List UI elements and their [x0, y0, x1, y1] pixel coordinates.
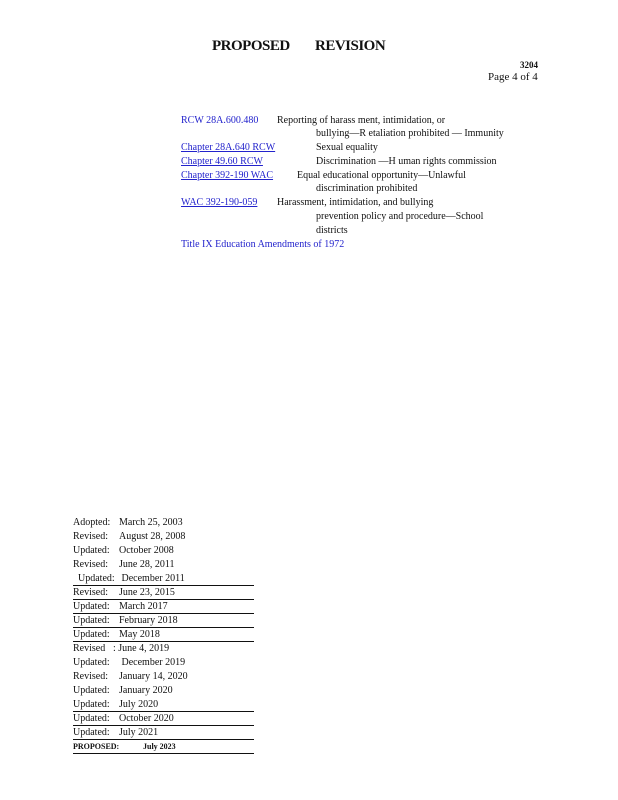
- reference-description: Harassment, intimidation, and bullying: [277, 197, 434, 208]
- page-indicator: Page 4 of 4: [488, 71, 538, 83]
- history-row: Updated: February 2018: [73, 614, 254, 628]
- history-row: Updated: January 2020: [73, 685, 173, 696]
- reference-description: bullying—R etaliation prohibited — Immunity: [316, 128, 504, 139]
- history-row: Adopted: March 25, 2003: [73, 517, 183, 528]
- reference-description: districts: [316, 225, 348, 236]
- reference-link-chapter-392-190-wac[interactable]: Chapter 392-190 WAC: [181, 170, 274, 181]
- reference-description: discrimination prohibited: [316, 183, 418, 194]
- history-row: Revised: January 14, 2020: [73, 671, 188, 682]
- policy-number: 3204: [520, 60, 538, 70]
- history-row: Updated: October 2020: [73, 712, 254, 726]
- history-row: Revised: June 23, 2015: [73, 586, 254, 600]
- reference-description: Reporting of harass ment, intimidation, or: [277, 115, 446, 126]
- reference-link-chapter-28a-640-rcw[interactable]: Chapter 28A.640 RCW: [181, 142, 276, 153]
- history-row: Revised: August 28, 2008: [73, 531, 186, 542]
- history-row: Updated: October 2008: [73, 545, 174, 556]
- history-row: Revised: June 28, 2011: [73, 559, 175, 570]
- history-row: Updated: December 2019: [73, 657, 186, 668]
- reference-link-rcw-28a-600-480[interactable]: RCW 28A.600.480: [181, 115, 259, 126]
- title-revision: REVISION: [315, 38, 386, 54]
- history-row: Updated: July 2021: [73, 726, 254, 740]
- reference-description: Discrimination —H uman rights commission: [316, 156, 497, 167]
- reference-link-title-ix[interactable]: Title IX Education Amendments of 1972: [181, 239, 345, 250]
- history-row-proposed: PROPOSED: July 2023: [73, 740, 254, 754]
- history-row: Updated: March 2017: [73, 600, 254, 614]
- reference-link-chapter-49-60-rcw[interactable]: Chapter 49.60 RCW: [181, 156, 263, 167]
- reference-description: Equal educational opportunity—Unlawful: [297, 170, 466, 181]
- history-row: Updated: December 2011: [73, 572, 254, 586]
- reference-description: Sexual equality: [316, 142, 378, 153]
- history-row: Updated: May 2018: [73, 628, 254, 642]
- history-row: Updated: July 2020: [73, 698, 254, 712]
- reference-description: prevention policy and procedure—School: [316, 211, 484, 222]
- history-row: Revised : June 4, 2019: [73, 643, 170, 654]
- reference-link-wac-392-190-059[interactable]: WAC 392-190-059: [181, 197, 258, 208]
- revision-history: [73, 516, 254, 754]
- title-proposed: PROPOSED: [212, 38, 290, 54]
